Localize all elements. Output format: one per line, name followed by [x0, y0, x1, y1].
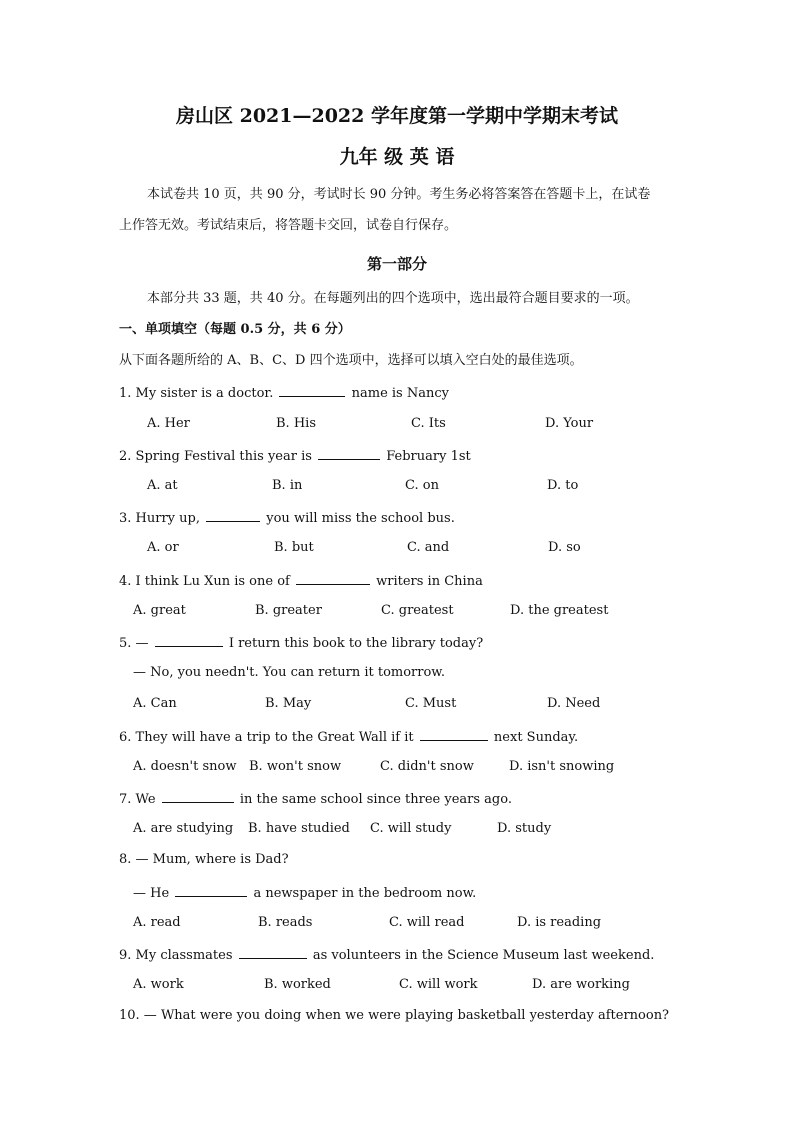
option-b: B. won't snow — [249, 759, 342, 774]
question-stem: 1. My sister is a doctor. — [119, 386, 274, 401]
answer-blank — [420, 728, 488, 741]
question-7 — [119, 790, 512, 808]
option-b: B. in — [272, 478, 303, 493]
part-title: 第一部分 — [366, 255, 427, 273]
question-stem-end: a newspaper in the bedroom now. — [253, 886, 477, 901]
option-c: C. and — [407, 540, 450, 555]
option-a: A. or — [147, 540, 179, 555]
option-c: C. Must — [405, 696, 457, 711]
option-d: D. is reading — [517, 915, 602, 930]
question-stem: 7. We — [119, 792, 156, 807]
option-c: C. greatest — [381, 603, 454, 618]
option-c: C. will read — [389, 915, 465, 930]
instructions-line-1: 本试卷共 10 页，共 90 分，考试时长 90 分钟。考生务必将答案答在答题卡上，在试卷 — [147, 187, 651, 202]
question-stem-end: you will miss the school bus. — [266, 511, 455, 526]
instructions-line-2: 上作答无效。考试结束后，将答题卡交回，试卷自行保存。 — [119, 218, 458, 233]
option-d: D. so — [548, 540, 581, 555]
answer-blank — [239, 946, 307, 959]
option-c: C. on — [405, 478, 439, 493]
option-c: C. Its — [411, 416, 446, 431]
option-b: B. His — [276, 416, 316, 431]
question-4 — [119, 572, 483, 590]
exam-subtitle: 九年 级 英 语 — [339, 146, 455, 168]
option-b: B. reads — [258, 915, 313, 930]
option-c: C. didn't snow — [380, 759, 474, 774]
part-description: 本部分共 33 题，共 40 分。在每题列出的四个选项中，选出最符合题目要求的一项。 — [147, 291, 639, 306]
option-d: D. Your — [545, 416, 594, 431]
question-stem-end: next Sunday. — [493, 730, 579, 745]
option-b: B. worked — [264, 977, 331, 992]
option-a: A. Can — [133, 696, 177, 711]
question-6 — [119, 728, 578, 746]
option-d: D. study — [497, 821, 552, 836]
answer-blank — [279, 384, 345, 397]
question-9 — [119, 946, 654, 964]
option-c: C. will work — [399, 977, 478, 992]
question-10: 10. — What were you doing when we were playing basketball yesterday afternoon? — [119, 1008, 670, 1023]
option-d: D. Need — [547, 696, 601, 711]
option-b: B. greater — [255, 603, 322, 618]
option-a: A. at — [147, 478, 178, 493]
question-stem-end: name is Nancy — [351, 386, 449, 401]
option-b: B. but — [274, 540, 314, 555]
option-b: B. have studied — [248, 821, 350, 836]
question-stem: 6. They will have a trip to the Great Wall if it — [119, 730, 414, 745]
option-d: D. the greatest — [510, 603, 609, 618]
option-a: A. doesn't snow — [133, 759, 237, 774]
question-stem-end: as volunteers in the Science Museum last weekend. — [312, 948, 655, 963]
question-stem-end: February 1st — [386, 449, 471, 464]
answer-blank — [175, 884, 247, 897]
option-a: A. are studying — [133, 821, 234, 836]
question-stem-end: writers in China — [376, 574, 483, 589]
question-stem-end: I return this book to the library today? — [228, 636, 484, 651]
answer-blank — [318, 447, 380, 460]
question-3 — [119, 509, 455, 527]
question-stem: 4. I think Lu Xun is one of — [119, 574, 290, 589]
answer-blank — [155, 634, 223, 647]
answer-blank — [296, 572, 370, 585]
question-5 — [119, 634, 483, 652]
question-stem: — He — [133, 886, 170, 901]
section-description: 从下面各题所给的 A、B、C、D 四个选项中，选择可以填入空白处的最佳选项。 — [119, 353, 583, 368]
option-d: D. isn't snowing — [509, 759, 615, 774]
option-b: B. May — [265, 696, 312, 711]
section-title: 一、单项填空（每题 0.5 分，共 6 分） — [119, 322, 351, 337]
question-stem: 5. — — [119, 636, 149, 651]
option-c: C. will study — [370, 821, 452, 836]
question-stem: 9. My classmates — [119, 948, 233, 963]
option-a: A. read — [133, 915, 181, 930]
question-stem: 2. Spring Festival this year is — [119, 449, 312, 464]
question-stem-end: in the same school since three years ago. — [239, 792, 512, 807]
option-a: A. work — [133, 977, 184, 992]
question-8-reply — [133, 884, 476, 902]
option-a: A. Her — [147, 416, 190, 431]
option-d: D. to — [547, 478, 579, 493]
option-a: A. great — [133, 603, 186, 618]
answer-blank — [206, 509, 260, 522]
question-2 — [119, 447, 471, 465]
question-1 — [119, 384, 449, 402]
question-stem: 3. Hurry up, — [119, 511, 200, 526]
exam-title: 房山区 2021—2022 学年度第一学期中学期末考试 — [176, 105, 618, 127]
option-d: D. are working — [532, 977, 630, 992]
question-8: 8. — Mum, where is Dad? — [119, 852, 289, 867]
answer-blank — [162, 790, 234, 803]
question-5-reply: — No, you needn't. You can return it tomorrow. — [133, 665, 446, 680]
